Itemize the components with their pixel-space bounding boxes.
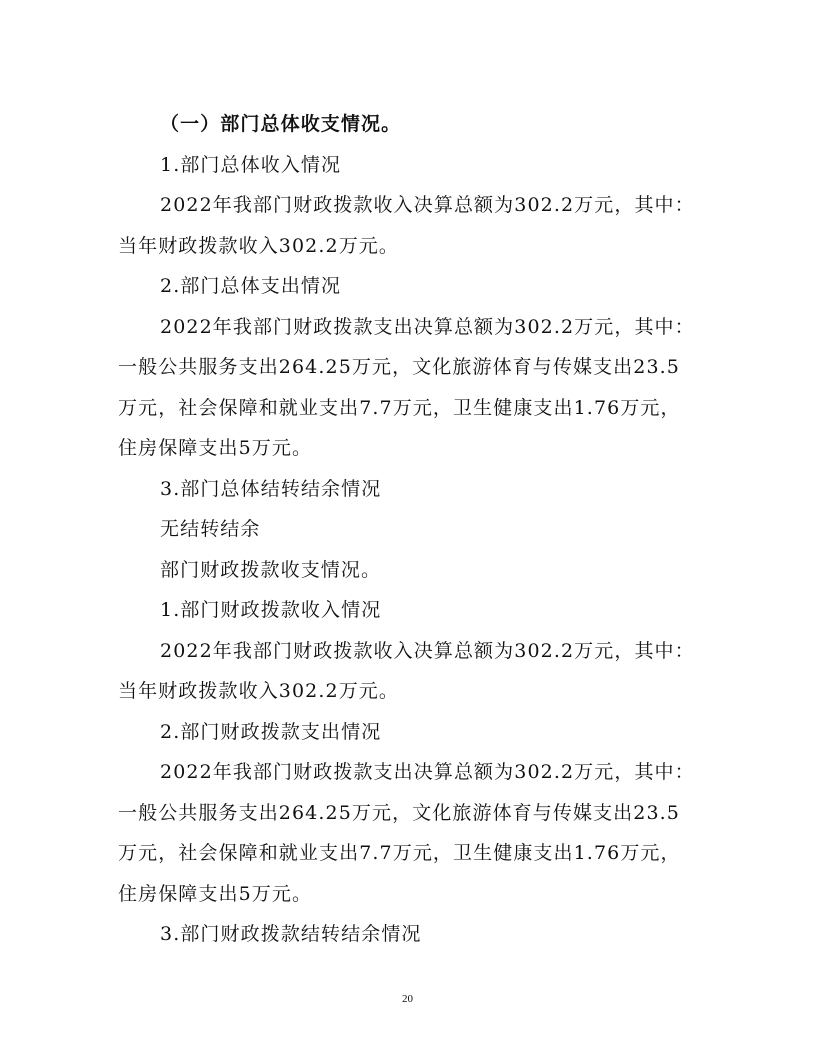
paragraph: 2022年我部门财政拨款收入决算总额为302.2万元，其中：当年财政拨款收入302.2万元。 xyxy=(118,639,695,702)
subheading: 1.部门总体收入情况 xyxy=(160,153,342,176)
paragraph: 无结转结余 xyxy=(160,518,261,540)
paragraph: 2022年我部门财政拨款收入决算总额为302.2万元，其中：当年财政拨款收入302.2万元。 xyxy=(118,194,695,257)
page-number: 20 xyxy=(402,993,413,1005)
subheading: 3.部门财政拨款结转结余情况 xyxy=(160,923,422,945)
subheading: 2.部门总体支出情况 xyxy=(160,275,342,297)
subheading: 2.部门财政拨款支出情况 xyxy=(160,720,382,743)
paragraph: 2022年我部门财政拨款支出决算总额为302.2万元，其中：一般公共服务支出264.25万元，文化旅游体育与传媒支出23.5万元，社会保障和就业支出7.7万元，卫生健康支出1.76万元，住房保障支出5万元。 xyxy=(118,315,695,459)
subheading: 1.部门财政拨款收入情况 xyxy=(160,599,382,621)
subheading: 3.部门总体结转结余情况 xyxy=(160,477,382,500)
document-body xyxy=(118,104,700,955)
section-title: 部门财政拨款收支情况。 xyxy=(160,558,382,581)
section-title: （一）部门总体收支情况。 xyxy=(160,113,402,135)
paragraph: 2022年我部门财政拨款支出决算总额为302.2万元，其中：一般公共服务支出264.25万元，文化旅游体育与传媒支出23.5万元，社会保障和就业支出7.7万元，卫生健康支出1.76万元，住房保障支出5万元。 xyxy=(118,761,695,905)
